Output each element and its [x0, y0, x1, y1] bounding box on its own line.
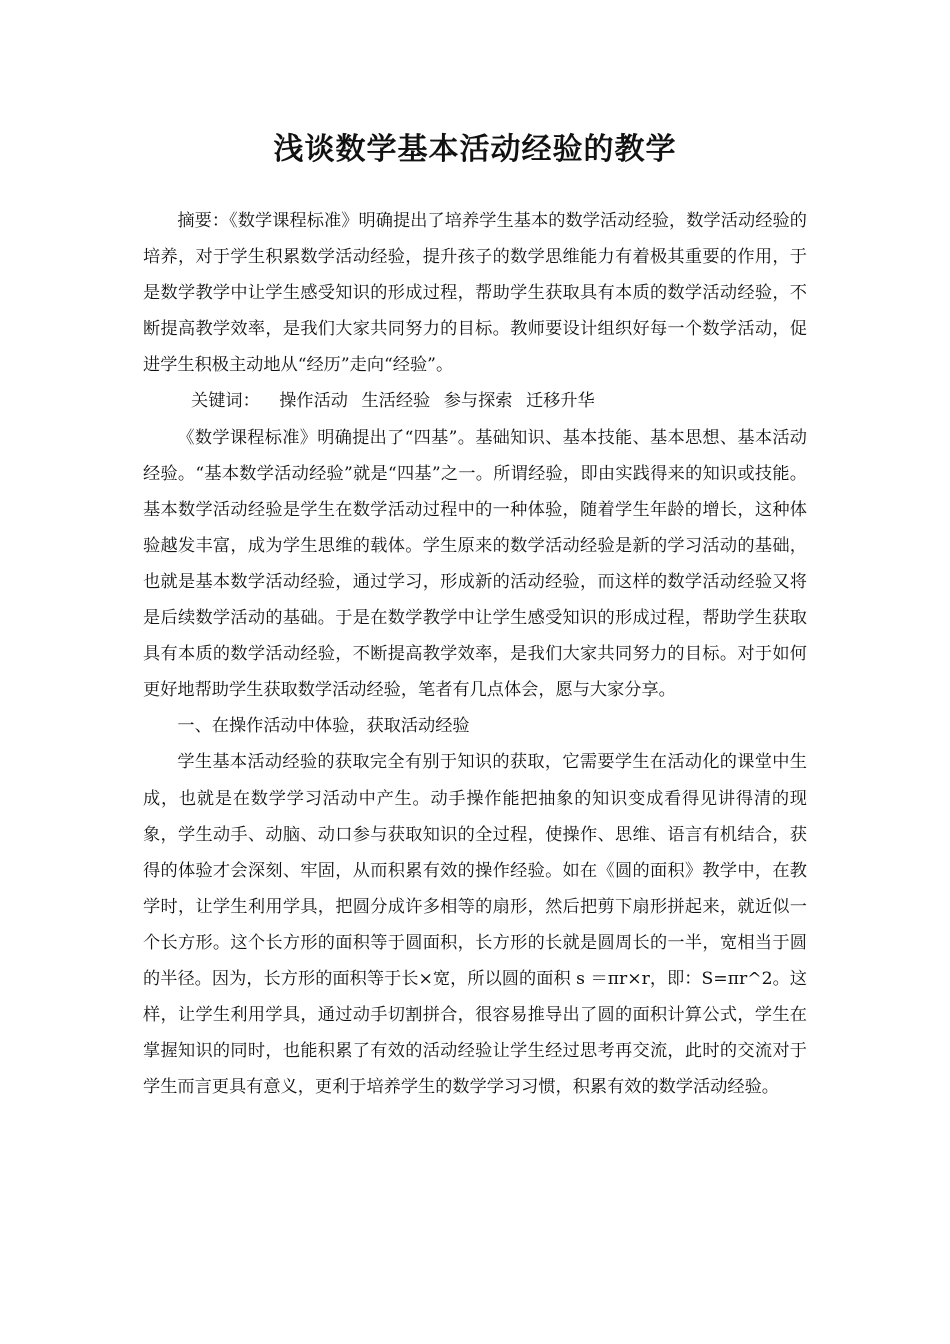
document-title: 浅谈数学基本活动经验的教学 — [273, 132, 677, 167]
section-heading: 一、在操作活动中体验，获取活动经验 — [177, 716, 470, 737]
keywords-label: 关键词： — [191, 391, 260, 412]
abstract-paragraph: 摘要：《数学课程标准》明确提出了培养学生基本的数学活动经验，数学活动经验的培养，对于学生积累数学活动经验，提升孩子的数学思维能力有着极其重要的作用，于是数学教学中让学生感受知识的形成过程，帮助学生获取具有本质的数学活动经验，不断提高教学效率，是我们大家共同努力的目标。教师要设计组织好每一个数学活动，促进学生积极主动地从“经历”走向“经验”。 — [143, 211, 807, 376]
keyword-item: 迁移升华 — [525, 391, 595, 412]
section-paragraph: 学生基本活动经验的获取完全有别于知识的获取，它需要学生在活动化的课堂中生成，也就是在数学学习活动中产生。动手操作能把抽象的知识变成看得见讲得清的现象，学生动手、动脑、动口参与获取知识的全过程，使操作、思维、语言有机结合，获得的体验才会深刻、牢固，从而积累有效的操作经验。如在《圆的面积》教学中，在教学时，让学生利用学具，把圆分成许多相等的扇形，然后把剪下扇形拼起来，就近似一个长方形。这个长方形的面积等于圆面积，长方形的长就是圆周长的一半，宽相当于圆的半径。因为，长方形的面积等于长×宽，所以圆的面积 s ＝πr×r，即：S=πr^2。这样，让学生利用学具，通过动手切割拼合，很容易推导出了圆的面积计算公式，学生在掌握知识的同时，也能积累了有效的活动经验让学生经过思考再交流，此时的交流对于学生而言更具有意义，更利于培养学生的数学学习习惯，积累有效的数学活动经验。 — [143, 752, 807, 1098]
keywords-line — [143, 383, 807, 419]
keyword-item: 参与探索 — [443, 391, 513, 412]
keyword-item: 操作活动 — [279, 391, 348, 412]
document-body — [143, 203, 807, 1105]
intro-paragraph: 《数学课程标准》明确提出了“四基”。基础知识、基本技能、基本思想、基本活动经验。“基本数学活动经验”就是“四基”之一。所谓经验，即由实践得来的知识或技能。基本数学活动经验是学生在数学活动过程中的一种体验，随着学生年龄的增长，这种体验越发丰富，成为学生思维的载体。学生原来的数学活动经验是新的学习活动的基础，也就是基本数学活动经验，通过学习，形成新的活动经验，而这样的数学活动经验又将是后续数学活动的基础。于是在数学教学中让学生感受知识的形成过程，帮助学生获取具有本质的数学活动经验，不断提高教学效率，是我们大家共同努力的目标。对于如何更好地帮助学生获取数学活动经验，笔者有几点体会，愿与大家分享。 — [143, 427, 807, 701]
keyword-item: 生活经验 — [361, 391, 431, 412]
